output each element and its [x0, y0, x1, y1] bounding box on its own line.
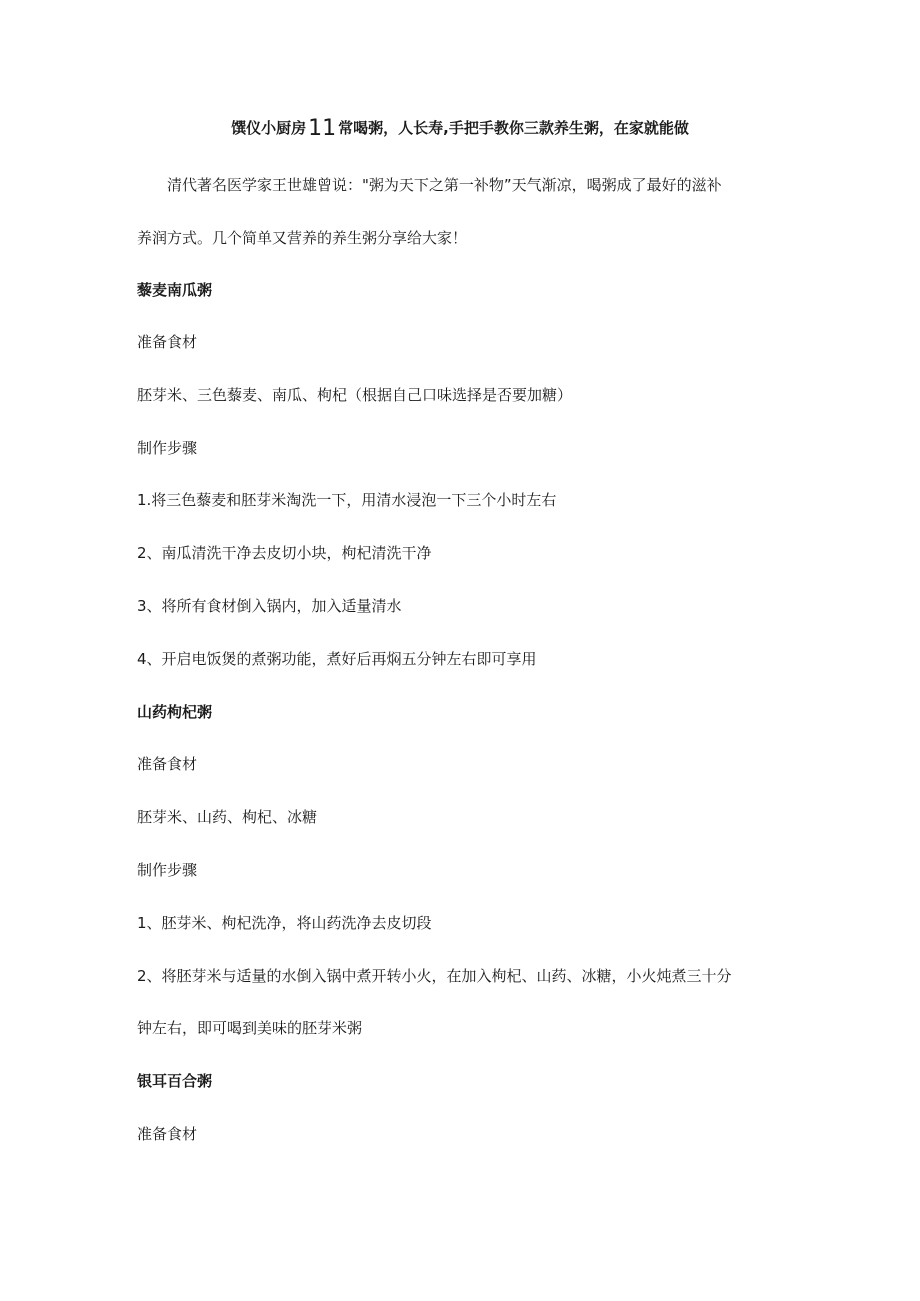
recipe1-step-2: 2、南瓜清洗干净去皮切小块，枸杞清洗干净	[137, 544, 432, 562]
recipe3-heading: 银耳百合粥	[137, 1072, 213, 1090]
recipe1-step-1: 1.将三色藜麦和胚芽米淘洗一下，用清水浸泡一下三个小时左右	[137, 491, 557, 509]
intro-line-2: 养润方式。几个简单又营养的养生粥分享给大家！	[137, 229, 468, 247]
recipe1-steps-label: 制作步骤	[137, 439, 198, 457]
recipe2-heading: 山药枸杞粥	[137, 703, 213, 721]
recipe2-ingredients: 胚芽米、山药、枸杞、冰糖	[137, 808, 318, 826]
recipe3-ingredients-label: 准备食材	[137, 1125, 198, 1143]
intro-line-1: 清代著名医学家王世雄曾说："粥为天下之第一补物”天气渐凉，喝粥成了最好的滋补	[167, 176, 722, 194]
title-suffix: 常喝粥，人长寿,手把手教你三款养生粥，在家就能做	[338, 119, 689, 137]
recipe2-ingredients-label: 准备食材	[137, 755, 198, 773]
recipe1-ingredients-label: 准备食材	[137, 333, 198, 351]
recipe2-step-2-line-2: 钟左右，即可喝到美味的胚芽米粥	[137, 1019, 363, 1037]
recipe2-step-1: 1、胚芽米、枸杞洗净，将山药洗净去皮切段	[137, 914, 432, 932]
recipe1-step-4: 4、开启电饭煲的煮粥功能，煮好后再焖五分钟左右即可享用	[137, 650, 537, 668]
recipe1-heading: 藜麦南瓜粥	[137, 281, 213, 299]
recipe2-step-2-line-1: 2、将胚芽米与适量的水倒入锅中煮开转小火，在加入枸杞、山药、冰糖，小火炖煮三十分	[137, 967, 732, 985]
document-title	[0, 116, 920, 141]
recipe1-step-3: 3、将所有食材倒入锅内，加入适量清水	[137, 597, 402, 615]
title-number: 11	[308, 116, 337, 141]
title-prefix: 馔仪小厨房	[231, 119, 307, 137]
recipe1-ingredients: 胚芽米、三色藜麦、南瓜、枸杞（根据自己口味选择是否要加糖）	[137, 386, 573, 404]
recipe2-steps-label: 制作步骤	[137, 861, 198, 879]
